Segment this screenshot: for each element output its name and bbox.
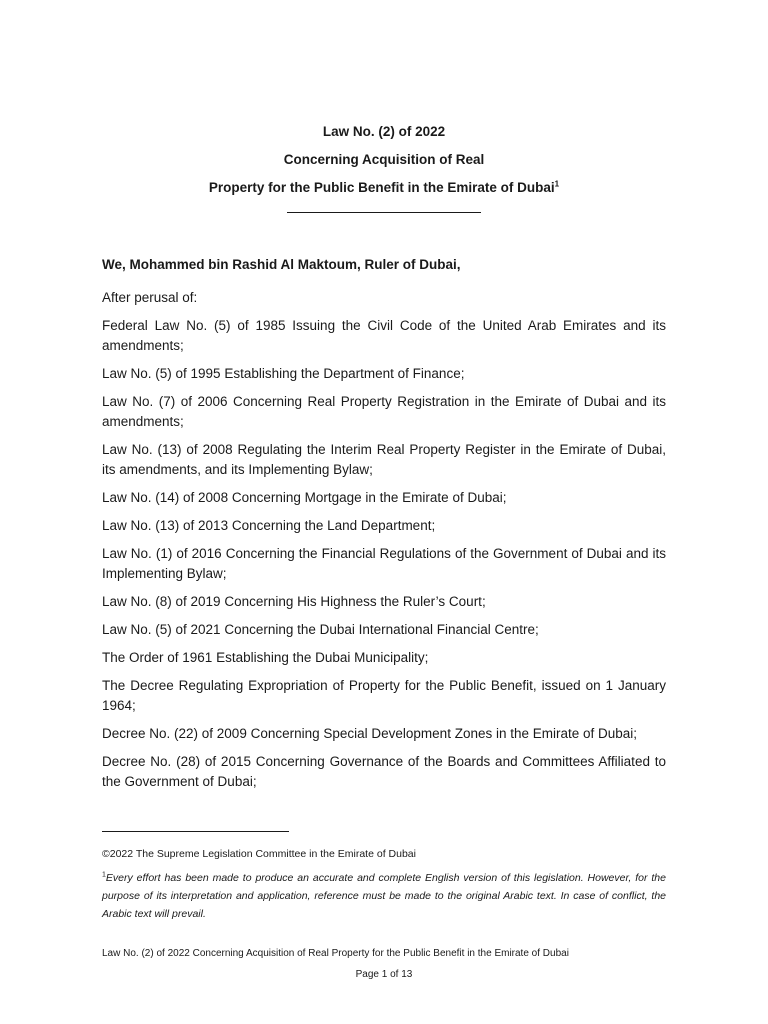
title-divider (287, 212, 481, 213)
preamble-paragraph: Law No. (1) of 2016 Concerning the Financial Regulations of the Government of Dubai and its Implementing Bylaw; (102, 546, 666, 581)
law-title: Law No. (2) of 2022 (322, 124, 446, 139)
law-subtitle-line-2 (102, 178, 666, 206)
footnote (102, 869, 666, 923)
preamble (102, 255, 666, 800)
law-subtitle-text: Property for the Public Benefit in the Emirate of Dubai (208, 180, 555, 195)
running-footer: Law No. (2) of 2022 Concerning Acquisition of Real Property for the Public Benefit in the Emirate of Dubai (102, 948, 569, 959)
preamble-paragraph: The Order of 1961 Establishing the Dubai Municipality; (102, 650, 429, 665)
page-number: Page 1 of 13 (355, 969, 413, 980)
copyright-notice: ©2022 The Supreme Legislation Committee in the Emirate of Dubai (102, 848, 416, 860)
footnote-marker: 1 (102, 871, 106, 879)
footnote-separator (102, 831, 289, 832)
preamble-paragraph: Law No. (14) of 2008 Concerning Mortgage in the Emirate of Dubai; (102, 490, 507, 505)
preamble-paragraph: Law No. (13) of 2008 Regulating the Interim Real Property Register in the Emirate of Dubai, its amendments, and its Implementing Bylaw; (102, 442, 666, 477)
preamble-paragraph: Federal Law No. (5) of 1985 Issuing the Civil Code of the United Arab Emirates and its amendments; (102, 318, 666, 353)
law-subtitle-line-1: Concerning Acquisition of Real (283, 152, 485, 167)
preamble-paragraph: Law No. (5) of 1995 Establishing the Department of Finance; (102, 366, 465, 381)
law-title-block (102, 122, 666, 213)
preamble-paragraph: The Decree Regulating Expropriation of Property for the Public Benefit, issued on 1 January 1964; (102, 678, 666, 713)
preamble-paragraph: Law No. (7) of 2006 Concerning Real Property Registration in the Emirate of Dubai and its amendments; (102, 394, 666, 429)
preamble-paragraph: After perusal of: (102, 290, 198, 305)
ruler-statement: We, Mohammed bin Rashid Al Maktoum, Ruler of Dubai, (102, 257, 461, 272)
preamble-paragraph: Decree No. (22) of 2009 Concerning Special Development Zones in the Emirate of Dubai; (102, 726, 638, 741)
footnote-text: Every effort has been made to produce an accurate and complete English version of this legislation. However, for the purpose of its interpretation and application, reference must be made to the original Arabic text. In case of conflict, the Arabic text will prevail. (102, 872, 666, 920)
preamble-paragraph: Law No. (13) of 2013 Concerning the Land Department; (102, 518, 436, 533)
preamble-paragraph: Law No. (5) of 2021 Concerning the Dubai International Financial Centre; (102, 622, 539, 637)
footnote-reference[interactable]: 1 (554, 179, 560, 189)
preamble-paragraph: Decree No. (28) of 2015 Concerning Governance of the Boards and Committees Affiliated to the Government of Dubai; (102, 754, 666, 789)
preamble-paragraph: Law No. (8) of 2019 Concerning His Highness the Ruler’s Court; (102, 594, 486, 609)
